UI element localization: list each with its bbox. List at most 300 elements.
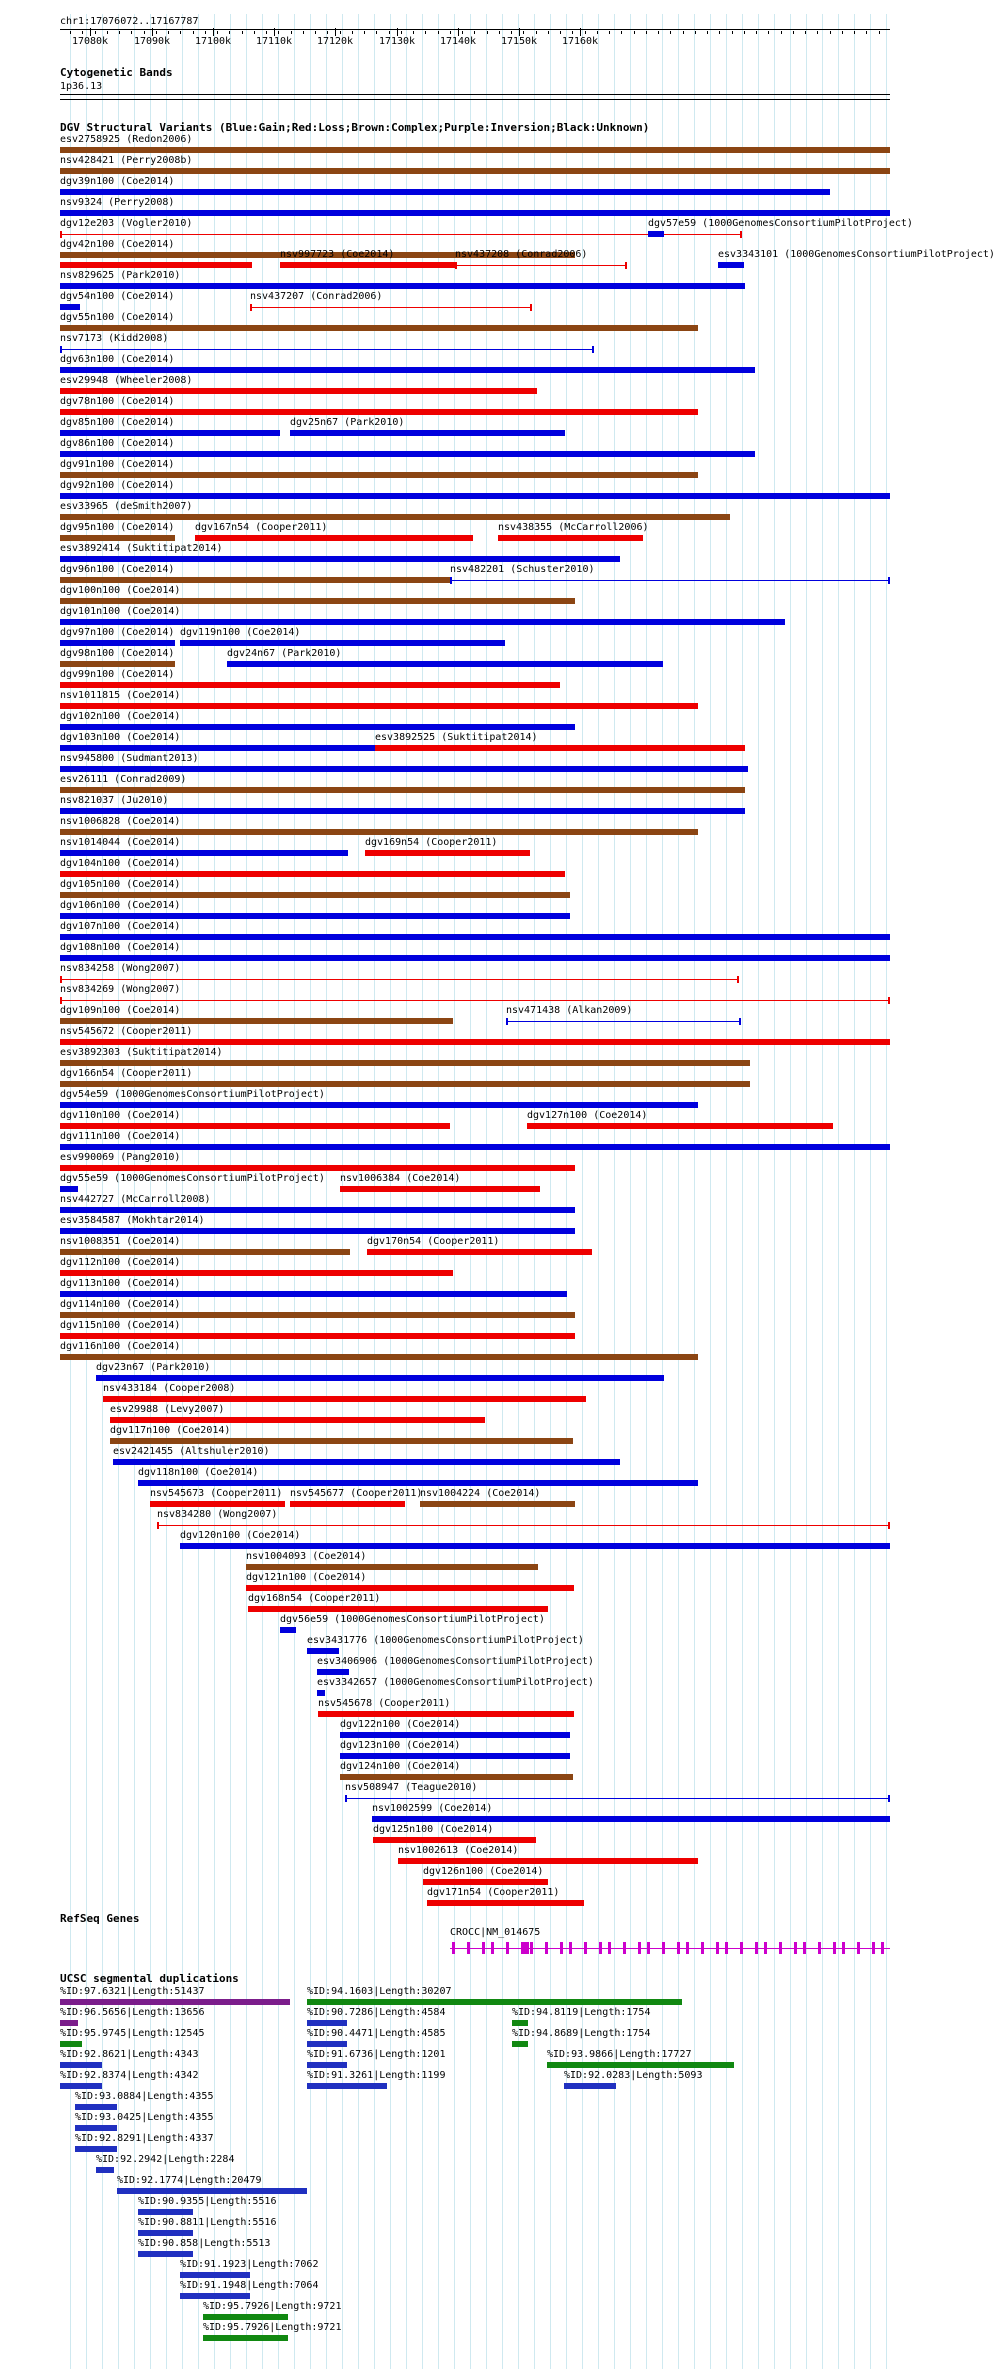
- dgv-feature-bar[interactable]: [60, 325, 698, 331]
- dgv-feature-bar[interactable]: [498, 535, 643, 541]
- dgv-feature-bar[interactable]: [60, 1291, 567, 1297]
- dgv-feature-label[interactable]: nsv433184 (Cooper2008): [103, 1383, 236, 1394]
- segdup-label[interactable]: %ID:90.858|Length:5513: [138, 2238, 271, 2249]
- dgv-feature-label[interactable]: dgv86n100 (Coe2014): [60, 438, 175, 449]
- dgv-feature-label[interactable]: esv26111 (Conrad2009): [60, 774, 187, 785]
- dgv-feature-bar[interactable]: [60, 850, 348, 856]
- dgv-feature-label[interactable]: dgv126n100 (Coe2014): [423, 1866, 544, 1877]
- segdup-bar[interactable]: [203, 2314, 288, 2320]
- segdup-label[interactable]: %ID:95.7926|Length:9721: [203, 2322, 342, 2333]
- dgv-feature-bar[interactable]: [60, 787, 745, 793]
- dgv-feature-bar[interactable]: [60, 304, 80, 310]
- segdup-bar[interactable]: [307, 2020, 347, 2026]
- dgv-feature-label[interactable]: nsv471438 (Alkan2009): [506, 1005, 633, 1016]
- dgv-feature-bar[interactable]: [246, 1564, 538, 1570]
- dgv-feature-bar[interactable]: [60, 283, 745, 289]
- dgv-feature-bar[interactable]: [60, 1018, 453, 1024]
- segdup-label[interactable]: %ID:91.3261|Length:1199: [307, 2070, 446, 2081]
- dgv-feature-label[interactable]: nsv545677 (Cooper2011): [290, 1488, 423, 1499]
- dgv-feature-label[interactable]: dgv54n100 (Coe2014): [60, 291, 175, 302]
- dgv-feature-label[interactable]: nsv1008351 (Coe2014): [60, 1236, 181, 1247]
- dgv-feature-bar[interactable]: [60, 1333, 575, 1339]
- dgv-feature-label[interactable]: esv3431776 (1000GenomesConsortiumPilotProject): [307, 1635, 584, 1646]
- dgv-feature-label[interactable]: nsv545673 (Cooper2011): [150, 1488, 283, 1499]
- dgv-feature-label[interactable]: nsv428421 (Perry2008b): [60, 155, 193, 166]
- dgv-feature-label[interactable]: dgv91n100 (Coe2014): [60, 459, 175, 470]
- ruler-minor-tick: [217, 31, 218, 34]
- dgv-feature-label[interactable]: nsv438355 (McCarroll2006): [498, 522, 649, 533]
- dgv-feature-bar[interactable]: [60, 619, 785, 625]
- dgv-feature-label[interactable]: dgv96n100 (Coe2014): [60, 564, 175, 575]
- dgv-feature-bar[interactable]: [280, 262, 455, 268]
- dgv-feature-bar[interactable]: [60, 598, 575, 604]
- dgv-feature-endcap: [60, 346, 62, 353]
- dgv-feature-bar[interactable]: [506, 1021, 739, 1022]
- dgv-feature-label[interactable]: esv2758925 (Redon2006): [60, 134, 193, 145]
- segdup-label[interactable]: %ID:93.9866|Length:17727: [547, 2049, 692, 2060]
- ruler-minor-tick: [719, 31, 720, 34]
- dgv-feature-bar[interactable]: [180, 1543, 890, 1549]
- ruler-tick-label: 17160k: [561, 36, 599, 47]
- dgv-feature-bar[interactable]: [340, 1732, 570, 1738]
- dgv-feature-label[interactable]: dgv63n100 (Coe2014): [60, 354, 175, 365]
- segdup-bar[interactable]: [203, 2335, 288, 2341]
- dgv-feature-bar[interactable]: [60, 1123, 450, 1129]
- dgv-feature-endcap: [60, 997, 62, 1004]
- segdup-label[interactable]: %ID:90.7286|Length:4584: [307, 2007, 446, 2018]
- dgv-feature-bar[interactable]: [60, 1354, 698, 1360]
- dgv-feature-bar[interactable]: [60, 703, 698, 709]
- dgv-feature-label[interactable]: dgv127n100 (Coe2014): [527, 1110, 648, 1121]
- dgv-feature-bar[interactable]: [318, 1711, 574, 1717]
- dgv-feature-label[interactable]: nsv945800 (Sudmant2013): [60, 753, 199, 764]
- cytoband-label[interactable]: 1p36.13: [60, 81, 103, 92]
- dgv-feature-label[interactable]: dgv99n100 (Coe2014): [60, 669, 175, 680]
- dgv-feature-label[interactable]: nsv1006828 (Coe2014): [60, 816, 181, 827]
- dgv-feature-bar[interactable]: [290, 430, 565, 436]
- dgv-feature-label[interactable]: dgv123n100 (Coe2014): [340, 1740, 461, 1751]
- dgv-feature-bar[interactable]: [60, 955, 890, 961]
- dgv-feature-bar[interactable]: [455, 265, 625, 266]
- dgv-feature-label[interactable]: dgv85n100 (Coe2014): [60, 417, 175, 428]
- dgv-feature-label[interactable]: dgv102n100 (Coe2014): [60, 711, 181, 722]
- segdup-label[interactable]: %ID:93.0425|Length:4355: [75, 2112, 214, 2123]
- dgv-feature-label[interactable]: dgv56e59 (1000GenomesConsortiumPilotProject): [280, 1614, 545, 1625]
- track-title-cytoband[interactable]: Cytogenetic Bands: [60, 66, 173, 79]
- dgv-feature-label[interactable]: esv3342657 (1000GenomesConsortiumPilotProject): [317, 1677, 594, 1688]
- dgv-feature-label[interactable]: dgv78n100 (Coe2014): [60, 396, 175, 407]
- gene-exon: [647, 1942, 650, 1954]
- dgv-feature-label[interactable]: dgv115n100 (Coe2014): [60, 1320, 181, 1331]
- dgv-feature-label[interactable]: esv3406906 (1000GenomesConsortiumPilotProject): [317, 1656, 594, 1667]
- dgv-feature-label[interactable]: dgv117n100 (Coe2014): [110, 1425, 231, 1436]
- ruler-tick: [580, 28, 581, 36]
- dgv-feature-bar[interactable]: [60, 1060, 750, 1066]
- dgv-feature-label[interactable]: nsv834280 (Wong2007): [157, 1509, 278, 1520]
- dgv-feature-label[interactable]: dgv116n100 (Coe2014): [60, 1341, 181, 1352]
- dgv-feature-bar[interactable]: [340, 1186, 540, 1192]
- ruler-tick: [335, 28, 336, 36]
- dgv-feature-label[interactable]: dgv170n54 (Cooper2011): [367, 1236, 500, 1247]
- segdup-label[interactable]: %ID:92.8621|Length:4343: [60, 2049, 199, 2060]
- dgv-feature-label[interactable]: nsv997723 (Coe2014): [280, 249, 395, 260]
- ruler-minor-tick: [254, 31, 255, 34]
- dgv-feature-label[interactable]: nsv821037 (Ju2010): [60, 795, 169, 806]
- segdup-bar[interactable]: [138, 2209, 193, 2215]
- segdup-label[interactable]: %ID:94.8689|Length:1754: [512, 2028, 651, 2039]
- segdup-bar[interactable]: [60, 2062, 102, 2068]
- dgv-feature-label[interactable]: dgv168n54 (Cooper2011): [248, 1593, 381, 1604]
- segdup-bar[interactable]: [180, 2272, 250, 2278]
- dgv-feature-label[interactable]: dgv39n100 (Coe2014): [60, 176, 175, 187]
- ruler-minor-tick: [744, 31, 745, 34]
- dgv-feature-label[interactable]: dgv110n100 (Coe2014): [60, 1110, 181, 1121]
- dgv-feature-bar[interactable]: [423, 1879, 548, 1885]
- position-readout: chr1:17076072..17167787: [60, 16, 199, 27]
- dgv-feature-label[interactable]: nsv545678 (Cooper2011): [318, 1698, 451, 1709]
- dgv-feature-label[interactable]: dgv57e59 (1000GenomesConsortiumPilotProject): [648, 218, 913, 229]
- segdup-bar[interactable]: [60, 2041, 82, 2047]
- dgv-feature-bar[interactable]: [250, 307, 530, 308]
- dgv-feature-label[interactable]: nsv482201 (Schuster2010): [450, 564, 595, 575]
- dgv-feature-bar[interactable]: [60, 1270, 453, 1276]
- dgv-feature-label[interactable]: esv3892525 (Suktitipat2014): [375, 732, 538, 743]
- segdup-label[interactable]: %ID:92.1774|Length:20479: [117, 2175, 262, 2186]
- segdup-bar[interactable]: [75, 2125, 117, 2131]
- dgv-feature-label[interactable]: nsv1002599 (Coe2014): [372, 1803, 493, 1814]
- dgv-feature-bar[interactable]: [718, 262, 744, 268]
- dgv-feature-label[interactable]: dgv98n100 (Coe2014): [60, 648, 175, 659]
- segdup-label[interactable]: %ID:90.9355|Length:5516: [138, 2196, 277, 2207]
- ruler-minor-tick: [119, 31, 120, 34]
- dgv-feature-label[interactable]: dgv112n100 (Coe2014): [60, 1257, 181, 1268]
- dgv-feature-bar[interactable]: [60, 1039, 890, 1045]
- dgv-feature-bar[interactable]: [60, 1312, 575, 1318]
- refseq-gene-croc[interactable]: [450, 1942, 890, 1954]
- dgv-feature-label[interactable]: dgv120n100 (Coe2014): [180, 1530, 301, 1541]
- dgv-feature-bar[interactable]: [60, 493, 890, 499]
- dgv-feature-bar[interactable]: [373, 1837, 536, 1843]
- segdup-bar[interactable]: [60, 1999, 290, 2005]
- dgv-feature-label[interactable]: dgv24n67 (Park2010): [227, 648, 342, 659]
- dgv-feature-bar[interactable]: [367, 1249, 592, 1255]
- dgv-feature-label[interactable]: nsv1011815 (Coe2014): [60, 690, 181, 701]
- dgv-feature-bar[interactable]: [60, 979, 737, 980]
- ruler-line: [60, 29, 890, 30]
- segdup-bar[interactable]: [564, 2083, 616, 2089]
- dgv-feature-bar[interactable]: [195, 535, 473, 541]
- dgv-feature-label[interactable]: dgv55e59 (1000GenomesConsortiumPilotProject): [60, 1173, 325, 1184]
- segdup-bar[interactable]: [138, 2230, 193, 2236]
- track-title-segdup[interactable]: UCSC segmental duplications: [60, 1972, 239, 1985]
- dgv-feature-bar[interactable]: [60, 189, 830, 195]
- dgv-feature-bar[interactable]: [60, 724, 575, 730]
- dgv-feature-label[interactable]: dgv111n100 (Coe2014): [60, 1131, 181, 1142]
- dgv-feature-label[interactable]: dgv125n100 (Coe2014): [373, 1824, 494, 1835]
- dgv-feature-bar[interactable]: [427, 1900, 584, 1906]
- segdup-bar[interactable]: [307, 1999, 682, 2005]
- dgv-feature-endcap: [888, 577, 890, 584]
- dgv-feature-label[interactable]: dgv55n100 (Coe2014): [60, 312, 175, 323]
- dgv-feature-label[interactable]: esv33965 (deSmith2007): [60, 501, 193, 512]
- dgv-feature-bar[interactable]: [345, 1798, 890, 1799]
- dgv-feature-label[interactable]: nsv7173 (Kidd2008): [60, 333, 169, 344]
- dgv-feature-bar[interactable]: [60, 147, 890, 153]
- dgv-feature-bar[interactable]: [96, 1375, 664, 1381]
- ruler-minor-tick: [95, 31, 96, 34]
- dgv-feature-label[interactable]: dgv106n100 (Coe2014): [60, 900, 181, 911]
- dgv-feature-label[interactable]: dgv108n100 (Coe2014): [60, 942, 181, 953]
- dgv-feature-bar[interactable]: [60, 1144, 890, 1150]
- dgv-feature-bar[interactable]: [60, 535, 175, 541]
- dgv-feature-endcap: [450, 577, 452, 584]
- segdup-bar[interactable]: [547, 2062, 734, 2068]
- segdup-label[interactable]: %ID:92.8374|Length:4342: [60, 2070, 199, 2081]
- dgv-feature-bar[interactable]: [60, 367, 755, 373]
- grid-line: [774, 14, 775, 2369]
- dgv-feature-label[interactable]: nsv1006384 (Coe2014): [340, 1173, 461, 1184]
- dgv-feature-label[interactable]: nsv508947 (Teague2010): [345, 1782, 478, 1793]
- dgv-feature-label[interactable]: dgv12e203 (Vogler2010): [60, 218, 193, 229]
- ruler-minor-tick: [597, 31, 598, 34]
- gene-exon: [818, 1942, 821, 1954]
- dgv-feature-bar[interactable]: [60, 1000, 890, 1001]
- dgv-feature-bar[interactable]: [60, 1207, 575, 1213]
- dgv-feature-bar[interactable]: [365, 850, 530, 856]
- dgv-feature-bar[interactable]: [60, 934, 890, 940]
- dgv-feature-bar[interactable]: [60, 349, 592, 350]
- dgv-feature-label[interactable]: dgv92n100 (Coe2014): [60, 480, 175, 491]
- dgv-feature-bar[interactable]: [340, 1774, 573, 1780]
- segdup-label[interactable]: %ID:97.6321|Length:51437: [60, 1986, 205, 1997]
- dgv-feature-label[interactable]: dgv171n54 (Cooper2011): [427, 1887, 560, 1898]
- segdup-label[interactable]: %ID:91.1923|Length:7062: [180, 2259, 319, 2270]
- dgv-feature-bar[interactable]: [110, 1417, 485, 1423]
- segdup-label[interactable]: %ID:92.8291|Length:4337: [75, 2133, 214, 2144]
- dgv-feature-label[interactable]: dgv25n67 (Park2010): [290, 417, 405, 428]
- segdup-label[interactable]: %ID:94.1603|Length:30207: [307, 1986, 452, 1997]
- dgv-feature-bar[interactable]: [180, 640, 505, 646]
- dgv-feature-bar[interactable]: [280, 1627, 296, 1633]
- dgv-feature-endcap: [530, 304, 532, 311]
- dgv-feature-bar[interactable]: [340, 1753, 570, 1759]
- segdup-bar[interactable]: [512, 2041, 528, 2047]
- dgv-feature-label[interactable]: esv990069 (Pang2010): [60, 1152, 181, 1163]
- dgv-feature-bar[interactable]: [110, 1438, 573, 1444]
- dgv-feature-bar[interactable]: [527, 1123, 833, 1129]
- dgv-feature-label[interactable]: dgv124n100 (Coe2014): [340, 1761, 461, 1772]
- cytoband-separator: [60, 94, 890, 95]
- ruler-tick: [213, 28, 214, 36]
- ruler-tick: [90, 28, 91, 36]
- dgv-feature-bar[interactable]: [246, 1585, 574, 1591]
- segdup-label[interactable]: %ID:92.2942|Length:2284: [96, 2154, 235, 2165]
- track-title-dgv[interactable]: DGV Structural Variants (Blue:Gain;Red:Loss;Brown:Complex;Purple:Inversion;Black:Unknown): [60, 121, 650, 134]
- dgv-feature-bar[interactable]: [60, 577, 450, 583]
- ruler-tick-label: 17080k: [71, 36, 109, 47]
- segdup-label[interactable]: %ID:90.4471|Length:4585: [307, 2028, 446, 2039]
- gene-exon: [638, 1942, 641, 1954]
- gene-exon: [872, 1942, 875, 1954]
- dgv-feature-bar[interactable]: [60, 766, 748, 772]
- dgv-feature-bar[interactable]: [372, 1816, 890, 1822]
- segdup-bar[interactable]: [75, 2146, 117, 2152]
- dgv-feature-bar[interactable]: [60, 892, 570, 898]
- segdup-label[interactable]: %ID:90.8811|Length:5516: [138, 2217, 277, 2228]
- dgv-feature-label[interactable]: nsv834258 (Wong2007): [60, 963, 181, 974]
- dgv-feature-bar[interactable]: [227, 661, 663, 667]
- dgv-feature-bar[interactable]: [420, 1501, 575, 1507]
- segdup-label[interactable]: %ID:95.9745|Length:12545: [60, 2028, 205, 2039]
- dgv-feature-label[interactable]: dgv104n100 (Coe2014): [60, 858, 181, 869]
- dgv-feature-label[interactable]: dgv122n100 (Coe2014): [340, 1719, 461, 1730]
- dgv-feature-label[interactable]: dgv42n100 (Coe2014): [60, 239, 175, 250]
- segdup-bar[interactable]: [60, 2020, 78, 2026]
- dgv-feature-bar[interactable]: [60, 1249, 350, 1255]
- dgv-feature-label[interactable]: nsv1002613 (Coe2014): [398, 1845, 519, 1856]
- dgv-feature-bar[interactable]: [60, 829, 698, 835]
- dgv-feature-bar[interactable]: [60, 388, 537, 394]
- dgv-feature-bar[interactable]: [113, 1459, 620, 1465]
- segdup-bar[interactable]: [307, 2041, 347, 2047]
- dgv-feature-bar[interactable]: [60, 262, 252, 268]
- dgv-feature-bar[interactable]: [60, 514, 730, 520]
- segdup-label[interactable]: %ID:91.6736|Length:1201: [307, 2049, 446, 2060]
- segdup-bar[interactable]: [307, 2062, 347, 2068]
- dgv-feature-label[interactable]: dgv97n100 (Coe2014): [60, 627, 175, 638]
- dgv-feature-label[interactable]: dgv105n100 (Coe2014): [60, 879, 181, 890]
- segdup-label[interactable]: %ID:94.8119|Length:1754: [512, 2007, 651, 2018]
- dgv-feature-label[interactable]: dgv95n100 (Coe2014): [60, 522, 175, 533]
- dgv-feature-endcap: [60, 976, 62, 983]
- dgv-feature-bar[interactable]: [60, 745, 375, 751]
- dgv-feature-label[interactable]: dgv103n100 (Coe2014): [60, 732, 181, 743]
- segdup-label[interactable]: %ID:91.1948|Length:7064: [180, 2280, 319, 2291]
- dgv-feature-bar[interactable]: [60, 234, 740, 235]
- dgv-feature-bar[interactable]: [375, 745, 745, 751]
- dgv-feature-label[interactable]: nsv545672 (Cooper2011): [60, 1026, 193, 1037]
- segdup-bar[interactable]: [512, 2020, 528, 2026]
- dgv-feature-label[interactable]: dgv113n100 (Coe2014): [60, 1278, 181, 1289]
- dgv-feature-label[interactable]: nsv437207 (Conrad2006): [250, 291, 383, 302]
- dgv-feature-label[interactable]: dgv114n100 (Coe2014): [60, 1299, 181, 1310]
- dgv-feature-bar[interactable]: [103, 1396, 586, 1402]
- dgv-feature-bar[interactable]: [398, 1858, 698, 1864]
- dgv-feature-label[interactable]: nsv829625 (Park2010): [60, 270, 181, 281]
- dgv-feature-bar[interactable]: [60, 1165, 575, 1171]
- dgv-feature-bar[interactable]: [60, 430, 280, 436]
- refseq-gene-label[interactable]: CROCC|NM_014675: [450, 1927, 541, 1938]
- segdup-bar[interactable]: [96, 2167, 114, 2173]
- dgv-feature-bar[interactable]: [60, 472, 698, 478]
- gene-exon: [599, 1942, 602, 1954]
- segdup-label[interactable]: %ID:95.7926|Length:9721: [203, 2301, 342, 2312]
- dgv-feature-label[interactable]: dgv101n100 (Coe2014): [60, 606, 181, 617]
- dgv-feature-bar[interactable]: [60, 210, 890, 216]
- gene-exon: [794, 1942, 797, 1954]
- dgv-feature-label[interactable]: esv29948 (Wheeler2008): [60, 375, 193, 386]
- dgv-feature-label[interactable]: dgv109n100 (Coe2014): [60, 1005, 181, 1016]
- segdup-bar[interactable]: [60, 2083, 102, 2089]
- segdup-bar[interactable]: [75, 2104, 117, 2110]
- dgv-feature-bar[interactable]: [60, 1228, 575, 1234]
- dgv-feature-bar[interactable]: [60, 640, 175, 646]
- dgv-feature-bar[interactable]: [60, 1081, 750, 1087]
- segdup-label[interactable]: %ID:93.0884|Length:4355: [75, 2091, 214, 2102]
- dgv-feature-label[interactable]: nsv1004093 (Coe2014): [246, 1551, 367, 1562]
- dgv-feature-bar[interactable]: [60, 913, 570, 919]
- dgv-feature-bar[interactable]: [248, 1606, 548, 1612]
- dgv-feature-bar[interactable]: [60, 168, 890, 174]
- dgv-feature-label[interactable]: esv2421455 (Altshuler2010): [113, 1446, 270, 1457]
- dgv-feature-label[interactable]: dgv166n54 (Cooper2011): [60, 1068, 193, 1079]
- dgv-feature-bar[interactable]: [60, 682, 560, 688]
- segdup-bar[interactable]: [307, 2083, 387, 2089]
- dgv-feature-label[interactable]: dgv119n100 (Coe2014): [180, 627, 301, 638]
- dgv-feature-label[interactable]: dgv107n100 (Coe2014): [60, 921, 181, 932]
- dgv-feature-label[interactable]: nsv1004224 (Coe2014): [420, 1488, 541, 1499]
- gene-exon: [842, 1942, 845, 1954]
- segdup-label[interactable]: %ID:96.5656|Length:13656: [60, 2007, 205, 2018]
- grid-line: [790, 14, 791, 2369]
- dgv-feature-label[interactable]: nsv834269 (Wong2007): [60, 984, 181, 995]
- dgv-feature-label[interactable]: dgv167n54 (Cooper2011): [195, 522, 328, 533]
- dgv-feature-bar[interactable]: [60, 808, 745, 814]
- dgv-feature-bar[interactable]: [648, 231, 664, 237]
- dgv-feature-label[interactable]: dgv23n67 (Park2010): [96, 1362, 211, 1373]
- dgv-feature-bar[interactable]: [60, 661, 175, 667]
- dgv-feature-label[interactable]: nsv437208 (Conrad2006): [455, 249, 588, 260]
- dgv-feature-label[interactable]: esv3892303 (Suktitipat2014): [60, 1047, 223, 1058]
- dgv-feature-label[interactable]: dgv121n100 (Coe2014): [246, 1572, 367, 1583]
- ruler-minor-tick: [634, 31, 635, 34]
- dgv-feature-bar[interactable]: [60, 409, 698, 415]
- dgv-feature-bar[interactable]: [317, 1669, 349, 1675]
- dgv-feature-label[interactable]: dgv169n54 (Cooper2011): [365, 837, 498, 848]
- dgv-feature-label[interactable]: dgv118n100 (Coe2014): [138, 1467, 259, 1478]
- dgv-feature-bar[interactable]: [138, 1480, 698, 1486]
- segdup-bar[interactable]: [180, 2293, 250, 2299]
- dgv-feature-label[interactable]: esv3343101 (1000GenomesConsortiumPilotProject): [718, 249, 995, 260]
- dgv-feature-label[interactable]: esv29988 (Levy2007): [110, 1404, 225, 1415]
- segdup-label[interactable]: %ID:92.0283|Length:5093: [564, 2070, 703, 2081]
- dgv-feature-bar[interactable]: [317, 1690, 325, 1696]
- dgv-feature-bar[interactable]: [60, 1186, 78, 1192]
- segdup-bar[interactable]: [138, 2251, 193, 2257]
- dgv-feature-label[interactable]: dgv54e59 (1000GenomesConsortiumPilotProject): [60, 1089, 325, 1100]
- dgv-feature-label[interactable]: dgv100n100 (Coe2014): [60, 585, 181, 596]
- dgv-feature-bar[interactable]: [60, 871, 565, 877]
- dgv-feature-label[interactable]: nsv442727 (McCarroll2008): [60, 1194, 211, 1205]
- dgv-feature-bar[interactable]: [290, 1501, 405, 1507]
- dgv-feature-bar[interactable]: [150, 1501, 285, 1507]
- dgv-feature-label[interactable]: esv3892414 (Suktitipat2014): [60, 543, 223, 554]
- dgv-feature-bar[interactable]: [307, 1648, 339, 1654]
- dgv-feature-label[interactable]: esv3584587 (Mokhtar2014): [60, 1215, 205, 1226]
- dgv-feature-label[interactable]: nsv1014044 (Coe2014): [60, 837, 181, 848]
- dgv-feature-bar[interactable]: [60, 451, 755, 457]
- gene-intron-line: [450, 1948, 890, 1949]
- gene-exon: [764, 1942, 767, 1954]
- segdup-bar[interactable]: [117, 2188, 307, 2194]
- track-title-refseq[interactable]: RefSeq Genes: [60, 1912, 140, 1925]
- dgv-feature-bar[interactable]: [157, 1525, 890, 1526]
- dgv-feature-bar[interactable]: [60, 1102, 698, 1108]
- dgv-feature-bar[interactable]: [450, 580, 890, 581]
- dgv-feature-bar[interactable]: [60, 556, 620, 562]
- dgv-feature-label[interactable]: nsv9324 (Perry2008): [60, 197, 175, 208]
- dgv-feature-endcap: [888, 1522, 890, 1529]
